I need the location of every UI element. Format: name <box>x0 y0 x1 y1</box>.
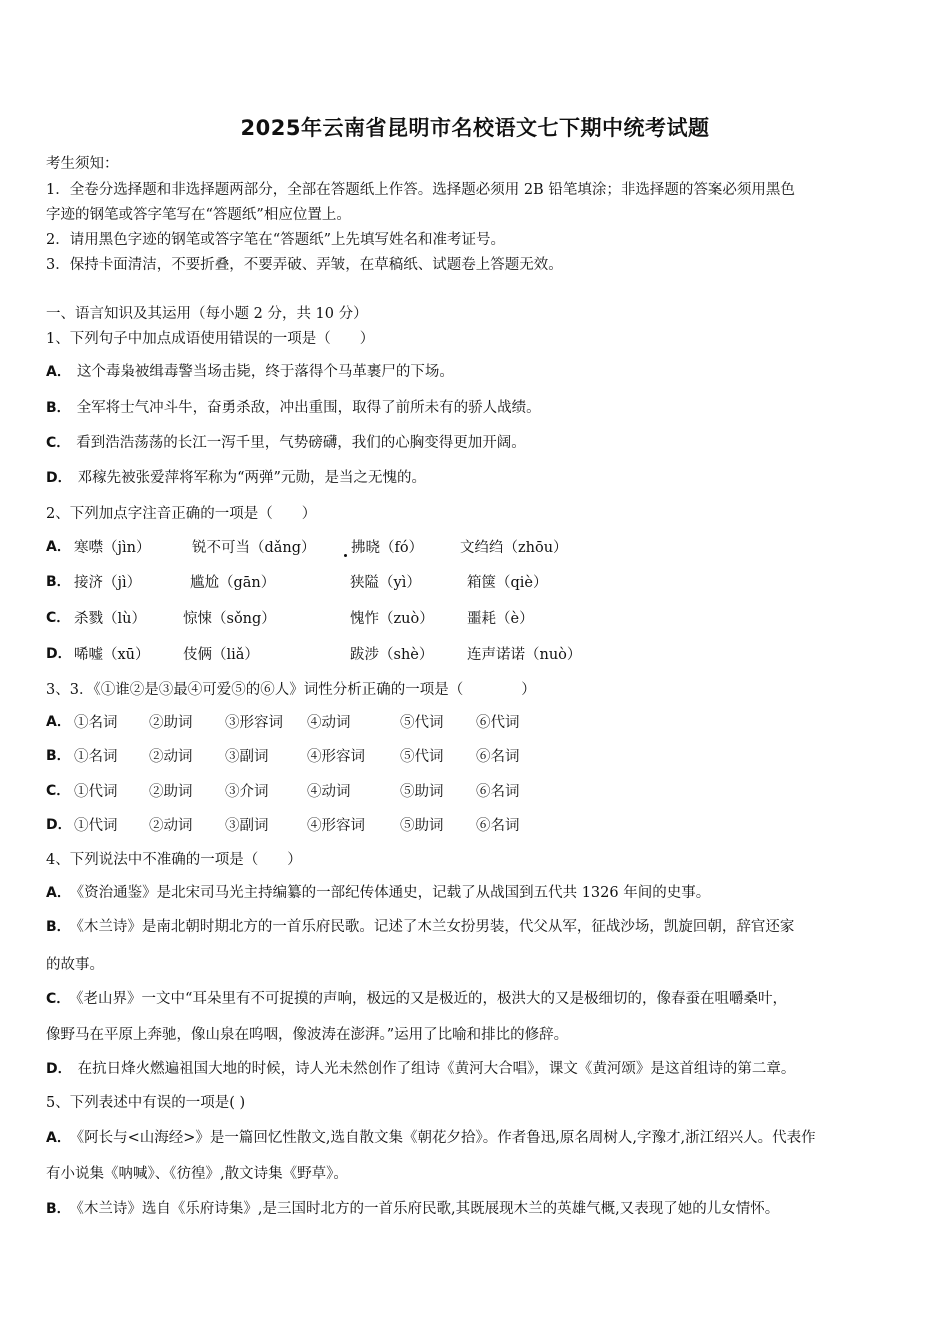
notice-item-2: 2．请用黑色字迹的钢笔或答字笔在“答题纸”上先填写姓名和准考证号。 <box>46 232 506 248</box>
q1-option-b <box>46 396 541 417</box>
option-text: 《木兰诗》是南北朝时期北方的一首乐府民歌。记述了木兰女扮男装，代父从军，征战沙场，凯旋回朝，辞官还家 <box>76 919 795 935</box>
option-cell: ⑤代词 <box>400 749 444 765</box>
option-cell: ⑥名词 <box>476 818 520 834</box>
option-cell: ④形容词 <box>307 749 365 765</box>
option-cell: ⑥名词 <box>476 784 520 800</box>
section-heading: 一、语言知识及其运用（每小题 2 分，共 10 分） <box>46 306 368 322</box>
q4-option-a <box>46 881 710 902</box>
option-label: D． <box>46 646 72 662</box>
option-cell: ④动词 <box>307 784 351 800</box>
option-cell: 文绉绉（zhōu） <box>460 540 568 556</box>
option-cell: ④动词 <box>307 715 351 731</box>
option-cell: ④形容词 <box>307 818 365 834</box>
option-cell: ②动词 <box>149 818 193 834</box>
option-label: C． <box>46 783 71 799</box>
option-label: A． <box>46 364 71 380</box>
option-cell: ①代词 <box>74 818 118 834</box>
q5-stem: 5、下列表述中有误的一项是( ) <box>46 1095 246 1111</box>
option-cell: 箱箧（qiè） <box>467 575 548 591</box>
option-text: 《阿长与<山海经>》是一篇回忆性散文,选自散文集《朝花夕拾》。作者鲁迅,原名周树人,字豫才,浙江绍兴人。代表作 <box>76 1130 816 1146</box>
option-cell: ⑥代词 <box>476 715 520 731</box>
option-cell: 狭隘（yì） <box>350 575 421 591</box>
option-cell: ③形容词 <box>225 715 283 731</box>
option-cell: ③副词 <box>225 818 269 834</box>
q1-option-d <box>46 466 426 487</box>
option-cell: 噩耗（è） <box>467 611 534 627</box>
option-label: C． <box>46 991 71 1007</box>
option-cell: ①名词 <box>74 715 118 731</box>
option-cell: ③副词 <box>225 749 269 765</box>
option-label: B． <box>46 748 71 764</box>
option-cell: 接济（jì） <box>74 575 142 591</box>
option-text: 看到浩浩荡荡的长江一泻千里，气势磅礴，我们的心胸变得更加开阔。 <box>76 435 526 451</box>
option-label: A． <box>46 1130 71 1146</box>
q3-stem: 3、3．《①谁②是③最④可爱⑤的⑥人》词性分析正确的一项是（ ） <box>46 682 536 698</box>
option-cell: ②助词 <box>149 784 193 800</box>
option-label: B． <box>46 400 71 416</box>
option-label: D． <box>46 817 72 833</box>
option-cell: 锐不可当（dǎng） <box>192 540 316 556</box>
q1-option-c <box>46 431 526 452</box>
option-cell: 尴尬（gān） <box>190 575 276 591</box>
q4-option-c-cont: 像野马在平原上奔驰，像山泉在呜咽，像波涛在澎湃。”运用了比喻和排比的修辞。 <box>46 1027 569 1043</box>
option-text: 《木兰诗》选自《乐府诗集》,是三国时北方的一首乐府民歌,其既展现木兰的英雄气概,又表现了她的儿女情怀。 <box>76 1201 780 1217</box>
option-text: 《资治通鉴》是北宋司马光主持编纂的一部纪传体通史，记载了从战国到五代共 1326 年间的史事。 <box>76 885 711 901</box>
option-label: D． <box>46 470 72 486</box>
option-cell: 跋涉（shè） <box>350 647 434 663</box>
option-cell: 唏嘘（xū） <box>74 647 150 663</box>
option-label: C． <box>46 435 71 451</box>
option-cell: ③介词 <box>225 784 269 800</box>
q4-option-b-cont: 的故事。 <box>46 957 104 973</box>
q5-option-a-cont: 有小说集《呐喊》、《彷徨》,散文诗集《野草》。 <box>46 1166 348 1182</box>
option-label: A． <box>46 714 71 730</box>
notice-heading: 考生须知： <box>46 156 119 172</box>
q4-option-d <box>46 1057 795 1078</box>
q1-stem: 1、下列句子中加点成语使用错误的一项是（ ） <box>46 331 375 347</box>
notice-item-1a: 1．全卷分选择题和非选择题两部分，全部在答题纸上作答。选择题必须用 2B 铅笔填涂；非选择题的答案必须用黑色 <box>46 182 795 198</box>
option-cell: ⑤助词 <box>400 784 444 800</box>
option-text: 这个毒枭被缉毒警当场击毙，终于落得个马革裹尸的下场。 <box>76 364 454 380</box>
q5-option-b <box>46 1197 779 1218</box>
q5-option-a <box>46 1126 816 1147</box>
option-text: 在抗日烽火燃遍祖国大地的时候，诗人光未然创作了组诗《黄河大合唱》，课文《黄河颂》是这首组诗的第二章。 <box>77 1061 796 1077</box>
exam-title: 2025年云南省昆明市名校语文七下期中统考试题 <box>240 116 710 140</box>
option-cell: ⑤助词 <box>400 818 444 834</box>
emphasis-dot <box>344 554 347 557</box>
option-cell: ①名词 <box>74 749 118 765</box>
option-label: A． <box>46 885 71 901</box>
option-cell: ⑥名词 <box>476 749 520 765</box>
option-cell: 惊悚（sǒng） <box>183 611 276 627</box>
option-cell: 寒噤（jìn） <box>74 540 151 556</box>
option-cell: ⑤代词 <box>400 715 444 731</box>
option-cell: 伎俩（liǎ） <box>183 647 259 663</box>
option-text: 《老山界》一文中“耳朵里有不可捉摸的声响，极远的又是极近的，极洪大的又是极细切的，像春蚕在咀嚼桑叶， <box>76 991 787 1007</box>
option-cell: 连声诺诺（nuò） <box>467 647 582 663</box>
q4-option-c <box>46 987 787 1008</box>
q4-stem: 4、下列说法中不准确的一项是（ ） <box>46 852 302 868</box>
option-label: D． <box>46 1061 72 1077</box>
option-label: B． <box>46 574 71 590</box>
q2-stem: 2、下列加点字注音正确的一项是（ ） <box>46 506 317 522</box>
option-label: C． <box>46 610 71 626</box>
notice-item-1b: 字迹的钢笔或答字笔写在“答题纸”相应位置上。 <box>46 207 351 223</box>
q4-option-b <box>46 915 794 936</box>
notice-item-3: 3．保持卡面清洁，不要折叠，不要弄破、弄皱，在草稿纸、试题卷上答题无效。 <box>46 257 563 273</box>
q1-option-a <box>46 360 454 381</box>
option-label: B． <box>46 919 71 935</box>
option-label: A． <box>46 539 71 555</box>
option-label: B． <box>46 1201 71 1217</box>
option-cell: 拂晓（fó） <box>351 540 424 556</box>
option-cell: ②助词 <box>149 715 193 731</box>
option-cell: ②动词 <box>149 749 193 765</box>
option-cell: 杀戮（lù） <box>74 611 146 627</box>
option-text: 邓稼先被张爱萍将军称为“两弹”元勋，是当之无愧的。 <box>77 470 426 486</box>
option-cell: ①代词 <box>74 784 118 800</box>
option-cell: 愧怍（zuò） <box>350 611 434 627</box>
option-text: 全军将士气冲斗牛，奋勇杀敌，冲出重围，取得了前所未有的骄人战绩。 <box>76 400 541 416</box>
